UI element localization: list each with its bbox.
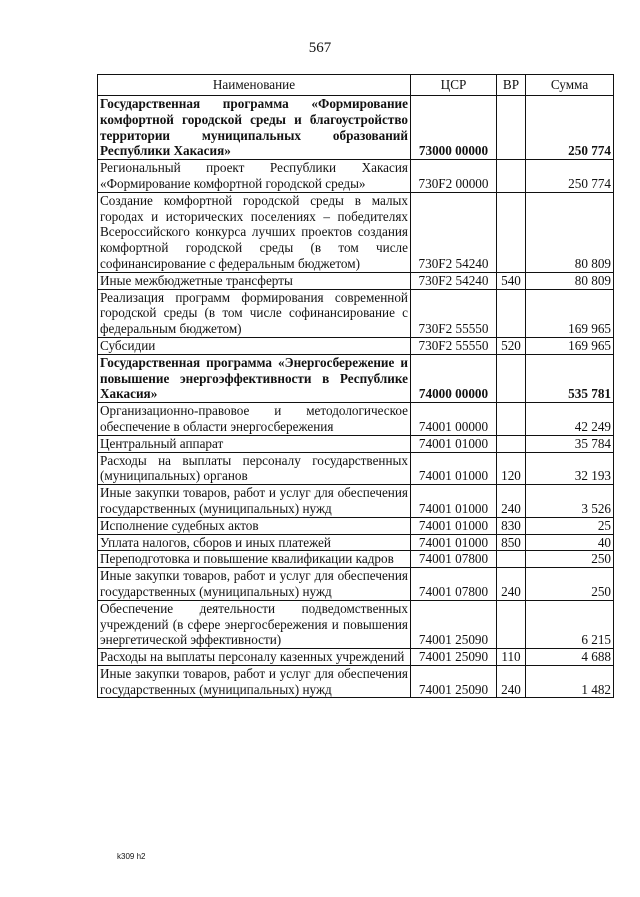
cell-name: Расходы на выплаты персоналу государственных (муниципальных) органов <box>98 452 411 485</box>
cell-csr: 74001 25090 <box>411 649 497 666</box>
header-sum: Сумма <box>526 75 614 96</box>
cell-sum: 3 526 <box>526 485 614 518</box>
cell-name: Организационно-правовое и методологическое обеспечение в области энергосбережения <box>98 403 411 436</box>
header-name: Наименование <box>98 75 411 96</box>
cell-csr: 74001 25090 <box>411 665 497 698</box>
cell-vr: 850 <box>497 534 526 551</box>
cell-csr: 730F2 55550 <box>411 289 497 337</box>
cell-vr: 520 <box>497 337 526 354</box>
cell-vr: 830 <box>497 517 526 534</box>
cell-csr: 74001 00000 <box>411 403 497 436</box>
cell-name: Центральный аппарат <box>98 435 411 452</box>
cell-vr <box>497 551 526 568</box>
table-row <box>98 534 614 551</box>
cell-sum: 80 809 <box>526 272 614 289</box>
table-row <box>98 435 614 452</box>
cell-sum: 80 809 <box>526 192 614 272</box>
cell-csr: 74001 07800 <box>411 551 497 568</box>
cell-vr <box>497 160 526 193</box>
table-row <box>98 485 614 518</box>
cell-vr: 240 <box>497 665 526 698</box>
table-body <box>98 96 614 698</box>
cell-csr: 74001 01000 <box>411 485 497 518</box>
cell-name: Региональный проект Республики Хакасия «Формирование комфортной городской среды» <box>98 160 411 193</box>
table-row <box>98 337 614 354</box>
cell-csr: 73000 00000 <box>411 96 497 160</box>
cell-name: Государственная программа «Энергосбережение и повышение энергоэффективности в Республике Хакасия» <box>98 354 411 402</box>
cell-name: Иные закупки товаров, работ и услуг для обеспечения государственных (муниципальных) нужд <box>98 485 411 518</box>
cell-csr: 74001 01000 <box>411 534 497 551</box>
table-row <box>98 96 614 160</box>
cell-sum: 40 <box>526 534 614 551</box>
cell-csr: 74001 01000 <box>411 452 497 485</box>
cell-sum: 250 774 <box>526 96 614 160</box>
table-row <box>98 665 614 698</box>
cell-vr <box>497 96 526 160</box>
table-row <box>98 600 614 648</box>
budget-table <box>97 74 614 698</box>
footer-code: k309 h2 <box>117 852 146 861</box>
cell-sum: 42 249 <box>526 403 614 436</box>
table-row <box>98 452 614 485</box>
cell-name: Создание комфортной городской среды в малых городах и исторических поселениях – победителях Всероссийского конкурса лучших проектов создания комфортной городской среды (в том числе софинансирование с федеральным бюджетом) <box>98 192 411 272</box>
cell-vr: 540 <box>497 272 526 289</box>
cell-name: Переподготовка и повышение квалификации кадров <box>98 551 411 568</box>
cell-sum: 535 781 <box>526 354 614 402</box>
cell-vr: 240 <box>497 568 526 601</box>
table-row <box>98 517 614 534</box>
cell-name: Иные межбюджетные трансферты <box>98 272 411 289</box>
cell-vr: 240 <box>497 485 526 518</box>
cell-sum: 169 965 <box>526 337 614 354</box>
table-row <box>98 649 614 666</box>
cell-vr <box>497 435 526 452</box>
cell-sum: 35 784 <box>526 435 614 452</box>
cell-vr: 110 <box>497 649 526 666</box>
cell-sum: 250 <box>526 568 614 601</box>
header-vr: ВР <box>497 75 526 96</box>
table-row <box>98 568 614 601</box>
cell-name: Субсидии <box>98 337 411 354</box>
cell-csr: 74001 07800 <box>411 568 497 601</box>
cell-name: Реализация программ формирования современной городской среды (в том числе софинансирование с федеральным бюджетом) <box>98 289 411 337</box>
cell-vr <box>497 354 526 402</box>
cell-csr: 74000 00000 <box>411 354 497 402</box>
header-csr: ЦСР <box>411 75 497 96</box>
cell-vr <box>497 600 526 648</box>
cell-csr: 730F2 55550 <box>411 337 497 354</box>
page-number: 567 <box>308 40 332 56</box>
cell-csr: 74001 25090 <box>411 600 497 648</box>
cell-csr: 730F2 54240 <box>411 272 497 289</box>
cell-name: Обеспечение деятельности подведомственных учреждений (в сфере энергосбережения и повышения энергетической эффективности) <box>98 600 411 648</box>
cell-name: Расходы на выплаты персоналу казенных учреждений <box>98 649 411 666</box>
table-row <box>98 160 614 193</box>
cell-sum: 6 215 <box>526 600 614 648</box>
cell-sum: 25 <box>526 517 614 534</box>
cell-name: Исполнение судебных актов <box>98 517 411 534</box>
table-row <box>98 354 614 402</box>
cell-sum: 250 774 <box>526 160 614 193</box>
table-row <box>98 403 614 436</box>
cell-name: Уплата налогов, сборов и иных платежей <box>98 534 411 551</box>
cell-sum: 250 <box>526 551 614 568</box>
cell-vr <box>497 403 526 436</box>
table-header-row <box>98 75 614 96</box>
cell-csr: 730F2 00000 <box>411 160 497 193</box>
table-row <box>98 272 614 289</box>
cell-vr: 120 <box>497 452 526 485</box>
table-row <box>98 192 614 272</box>
cell-name: Государственная программа «Формирование комфортной городской среды и благоустройство территории муниципальных образований Республики Хакасия» <box>98 96 411 160</box>
table-row <box>98 551 614 568</box>
cell-csr: 74001 01000 <box>411 517 497 534</box>
cell-sum: 4 688 <box>526 649 614 666</box>
table-row <box>98 289 614 337</box>
cell-vr <box>497 192 526 272</box>
cell-name: Иные закупки товаров, работ и услуг для обеспечения государственных (муниципальных) нужд <box>98 665 411 698</box>
cell-name: Иные закупки товаров, работ и услуг для обеспечения государственных (муниципальных) нужд <box>98 568 411 601</box>
cell-csr: 730F2 54240 <box>411 192 497 272</box>
cell-sum: 169 965 <box>526 289 614 337</box>
cell-sum: 32 193 <box>526 452 614 485</box>
cell-vr <box>497 289 526 337</box>
cell-sum: 1 482 <box>526 665 614 698</box>
cell-csr: 74001 01000 <box>411 435 497 452</box>
